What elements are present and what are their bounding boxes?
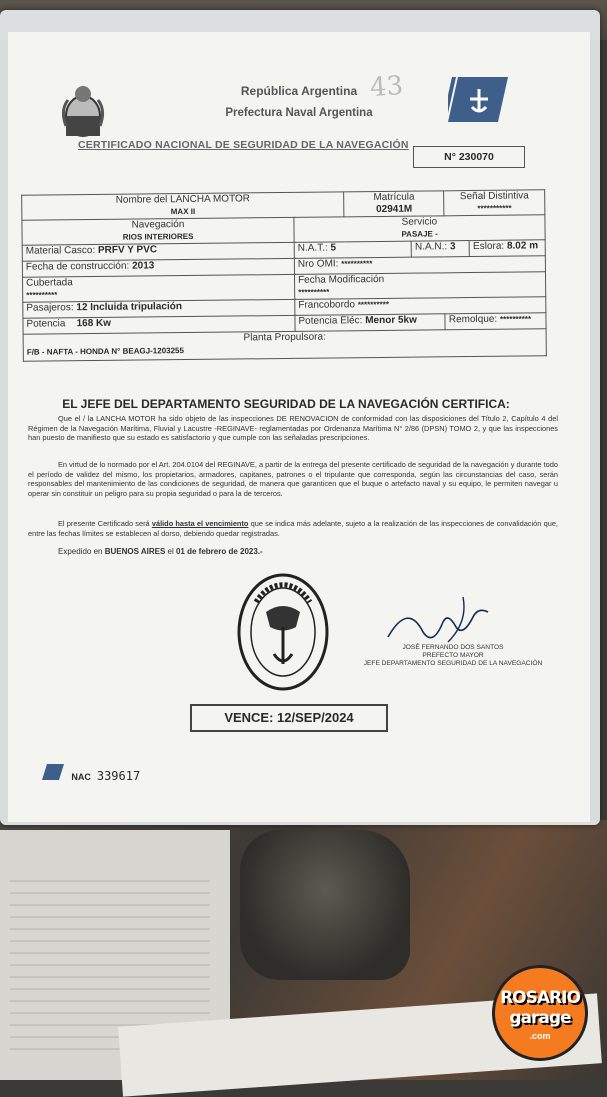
- omi-value: **********: [341, 259, 373, 269]
- potencia-label: Potencia: [26, 318, 66, 330]
- serial-number: [42, 764, 140, 783]
- nat-value: 5: [330, 242, 337, 254]
- prefectura-small-logo-icon: [42, 764, 64, 780]
- planta-value: F/B - NAFTA - HONDA N° BEAGJ-1203255: [26, 346, 184, 357]
- remolque-label: Remolque:: [448, 313, 498, 326]
- background-bag: [240, 830, 410, 980]
- matricula-value: 02941M: [375, 203, 413, 216]
- header-prefecture: Prefectura Naval Argentina: [225, 107, 373, 119]
- servicio-label: Servicio: [401, 216, 438, 228]
- francobordo-value: **********: [357, 299, 389, 310]
- handwritten-number: 43: [368, 70, 405, 104]
- paragraph-validity: [28, 519, 558, 538]
- validity-text-pre: El presente Certificado será: [58, 519, 152, 528]
- modificacion-label: Fecha Modificación: [297, 273, 385, 286]
- validity-text-post: que se indica más adelante, sujeto a la realización de las inspecciones de convalidación que, entre las fechas límites se establecen al dorso, debiendo quedar registradas.: [28, 519, 558, 538]
- planta-label: Planta Propulsora:: [243, 331, 326, 344]
- nan-label: N.A.N.:: [414, 241, 448, 253]
- servicio-value: PASAJE -: [401, 229, 438, 239]
- senal-label: Señal Distintiva: [459, 190, 529, 203]
- cubertada-label: Cubertada: [26, 277, 73, 289]
- pasajeros-label: Pasajeros:: [26, 302, 74, 314]
- expiry-box: VENCE: 12/SEP/2024: [190, 704, 388, 732]
- paragraph-inspections: Que el / la LANCHA MOTOR ha sido objeto de las inspecciones DE RENOVACION de conformidad con las disposiciones del Título 2, Capítulo 4 del Régimen de la Navegación Marítima, Fluvial y Lacustre -REGINAVE- reglamentadas por Ordenanza Marítima N° 2/86 (DPSN) TOMO 2, y que las inspecciones han puesto de manifiesto que su estado es satisfactorio y que cumple con las señaladas prescripciones.: [28, 414, 558, 442]
- issued-text-pre: Expedido en: [58, 547, 105, 556]
- certifies-heading: EL JEFE DEL DEPARTAMENTO SEGURIDAD DE LA NAVEGACIÓN CERTIFICA:: [62, 397, 510, 411]
- official-seal-icon: [236, 572, 331, 692]
- prefectura-logo-icon: [448, 77, 508, 122]
- signature-block: [353, 644, 553, 668]
- remolque-value: **********: [499, 314, 532, 324]
- senal-value: ***********: [477, 203, 512, 213]
- paragraph-responsibility: En virtud de lo normado por el Art. 204.0104 del REGINAVE, a partir de la entrega del presente certificado de seguridad de la navegación y durante todo el período de validez del mismo, los propietarios, armadores, capitanes, patrones o el tripulante que corresponda, según las circunstancias del caso, serán responsables del mantenimiento de las condiciones de seguridad, de manera que garanticen que el buque o artefacto naval y su equipo, le permiten navegar u operar sin constituir un peligro para su propia seguridad o para la de terceros.: [28, 460, 558, 498]
- material-value: PRFV Y PVC: [97, 244, 158, 256]
- construccion-value: 2013: [132, 260, 155, 272]
- issued-city: BUENOS AIRES: [104, 547, 166, 556]
- handwritten-signature-icon: [378, 592, 498, 652]
- nan-value: 3: [449, 241, 456, 253]
- name-value: MAX II: [170, 206, 196, 217]
- navegacion-label: Navegación: [131, 219, 185, 231]
- serial-prefix: NAC: [71, 772, 91, 782]
- signatory-rank: PREFECTO MAYOR: [422, 652, 484, 659]
- potencia-elec-label: Potencia Eléc:: [298, 315, 363, 327]
- serial-digits: 339617: [96, 769, 141, 783]
- eslora-label: Eslora:: [472, 240, 505, 253]
- matricula-label: Matrícula: [373, 191, 415, 204]
- omi-label: Nro OMI:: [297, 258, 339, 270]
- signatory-name: JOSÉ FERNANDO DOS SANTOS: [402, 644, 504, 651]
- validity-emphasis: válido hasta el vencimiento: [151, 519, 249, 528]
- material-label: Material Casco:: [25, 244, 96, 257]
- watermark-line1: ROSARIO: [500, 988, 580, 1008]
- name-label: Nombre del LANCHA MOTOR: [115, 193, 251, 206]
- watermark-line2: garage: [509, 1008, 571, 1028]
- cubertada-value: **********: [26, 290, 58, 300]
- certificate-title: CERTIFICADO NACIONAL DE SEGURIDAD DE LA NAVEGACIÓN: [78, 139, 409, 151]
- signatory-role: JEFE DEPARTAMENTO SEGURIDAD DE LA NAVEGACIÓN: [363, 660, 543, 667]
- eslora-value: 8.02 m: [506, 240, 539, 252]
- watermark-line3: .com: [529, 1031, 551, 1041]
- certificate-document: [8, 32, 590, 822]
- issued-text-mid: el: [165, 547, 176, 556]
- rosario-garage-watermark: [492, 965, 588, 1061]
- potencia-elec-value: Menor 5kw: [365, 314, 417, 327]
- nat-label: N.A.T.:: [297, 242, 328, 254]
- modificacion-value: **********: [298, 287, 330, 297]
- navegacion-value: RIOS INTERIORES: [122, 231, 194, 242]
- header-republic: República Argentina: [240, 84, 358, 98]
- potencia-value: 168 Kw: [76, 317, 112, 330]
- plastic-sleeve: [0, 10, 600, 825]
- certificate-number: N° 230070: [413, 146, 525, 168]
- pasajeros-value: 12 Incluida tripulación: [76, 301, 182, 314]
- issued-date: 01 de febrero de 2023.-: [175, 547, 263, 556]
- construccion-label: Fecha de construcción:: [25, 260, 130, 273]
- francobordo-label: Francobordo: [298, 299, 356, 311]
- vessel-data-table: [21, 189, 547, 361]
- paragraph-issued: [28, 547, 558, 557]
